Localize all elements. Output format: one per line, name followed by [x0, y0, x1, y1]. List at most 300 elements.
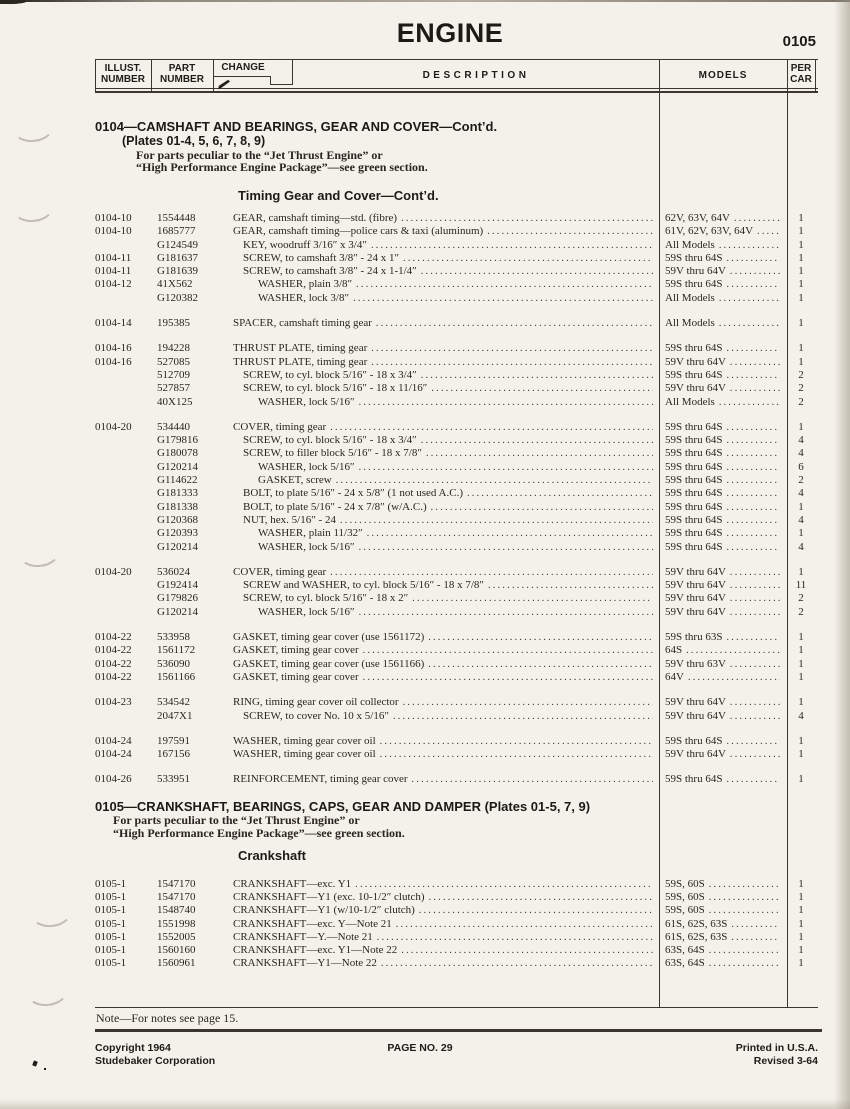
part-description: [233, 710, 660, 723]
models-text: All Models: [665, 317, 715, 330]
illust-number: [95, 369, 157, 382]
description-text: WASHER, plain 3/8″: [258, 278, 353, 291]
illust-number: 0105-1: [95, 877, 127, 890]
part-number: 1547170: [157, 890, 196, 903]
table-row: [95, 658, 815, 671]
part-number: 1551998: [157, 917, 196, 930]
illust-number: 0104-22: [95, 644, 132, 657]
models-cell: [660, 957, 787, 970]
part-number: 41X562: [157, 278, 193, 291]
description-text: SCREW, to cyl. block 5/16″ - 18 x 11/16″: [243, 382, 428, 395]
models-cell: [660, 658, 787, 671]
section-heading-block-0105: [95, 799, 815, 863]
column-header-line: ILLUST.: [104, 63, 142, 74]
illust-number: 0105-1: [95, 904, 127, 917]
leader-dots: [719, 396, 780, 409]
leader-dots: [363, 671, 653, 684]
models-cell: [660, 474, 787, 487]
section-note-line: “High Performance Engine Package”—see green section.: [136, 160, 428, 174]
description-text: GASKET, timing gear cover (use 1561172): [233, 631, 425, 644]
table-row: [95, 265, 815, 278]
leader-dots: [757, 225, 780, 238]
leader-dots: [487, 225, 653, 238]
leader-dots: [367, 527, 653, 540]
per-car-qty: 6: [798, 460, 804, 473]
per-car-qty: 1: [798, 748, 804, 761]
part-description: [233, 944, 660, 957]
table-row: [95, 527, 815, 540]
illust-number: 0104-22: [95, 657, 132, 670]
models-text: 59V thru 64V: [665, 592, 726, 605]
description-text: GASKET, timing gear cover (use 1561166): [233, 657, 425, 670]
leader-dots: [393, 710, 653, 723]
table-row: [95, 421, 815, 434]
part-description: [233, 904, 660, 917]
models-cell: [660, 382, 787, 395]
illust-number: 0104-10: [95, 225, 132, 238]
section-heading-0104: 0104—CAMSHAFT AND BEARINGS, GEAR AND COVER—Cont’d.: [95, 119, 498, 134]
leader-dots: [726, 421, 780, 434]
column-header-description: DESCRIPTION: [422, 70, 530, 81]
parts-groups-0104: [95, 212, 815, 787]
table-row: [95, 710, 815, 723]
illust-number: [95, 579, 157, 592]
illust-number: 0104-12: [95, 278, 132, 291]
part-description: [233, 461, 660, 474]
leader-dots: [726, 631, 780, 644]
leader-dots: [330, 421, 653, 434]
models-text: 59S thru 64S: [665, 434, 723, 447]
part-description: [233, 501, 660, 514]
per-car-qty: 2: [798, 605, 804, 618]
leader-dots: [726, 252, 780, 265]
per-car-qty: 2: [798, 382, 804, 395]
part-number: 40X125: [157, 395, 193, 408]
footer-printed-revised: [640, 1042, 818, 1067]
part-number: G192414: [157, 579, 198, 592]
part-description: [233, 606, 660, 619]
header-double-rule-upper: [95, 88, 818, 89]
footer-copyright-line2: Studebaker Corporation: [95, 1054, 216, 1067]
change-box-step: [270, 76, 271, 84]
per-car-qty: 1: [798, 734, 804, 747]
part-description: [233, 696, 660, 709]
table-row: [95, 957, 815, 970]
table-row: [95, 342, 815, 355]
models-cell: [660, 748, 787, 761]
part-description: [233, 592, 660, 605]
part-number: G120214: [157, 605, 198, 618]
page-code: 0105: [782, 33, 816, 50]
table-row: [95, 487, 815, 500]
models-cell: [660, 447, 787, 460]
footer-heavy-rule: [95, 1029, 822, 1032]
models-cell: [660, 931, 787, 944]
leader-dots: [726, 514, 780, 527]
punch-hole-shadow: [25, 974, 70, 1008]
part-number: 534440: [157, 420, 190, 433]
illust-number: [95, 447, 157, 460]
leader-dots: [730, 606, 780, 619]
description-text: SCREW, to filler block 5/16″ - 18 x 7/8″: [243, 447, 422, 460]
leader-dots: [403, 252, 653, 265]
illust-number: 0104-22: [95, 670, 132, 683]
models-text: 59V thru 64V: [665, 605, 726, 618]
table-row: [95, 541, 815, 554]
leader-dots: [488, 579, 653, 592]
column-header-line: PER: [790, 63, 812, 74]
models-text: 59S thru 64S: [665, 368, 723, 381]
page-title: ENGINE: [396, 18, 504, 48]
part-number: 527085: [157, 355, 190, 368]
punch-hole-shadow: [11, 190, 56, 224]
description-text: BOLT, to plate 5/16″ - 24 x 5/8″ (1 not used A.C.): [243, 487, 463, 500]
description-text: WASHER, lock 5/16″: [258, 540, 355, 553]
leader-dots: [353, 292, 653, 305]
parts-group: [95, 566, 815, 619]
models-text: 59V thru 64V: [665, 579, 726, 592]
models-text: 59S thru 64S: [665, 460, 723, 473]
description-text: WASHER, timing gear cover oil: [233, 734, 376, 747]
parts-group: [95, 212, 815, 305]
description-text: SCREW and WASHER, to cyl. block 5/16″ - 18 x 7/8″: [243, 579, 484, 592]
parts-group: [95, 631, 815, 684]
table-row: [95, 461, 815, 474]
leader-dots: [709, 904, 780, 917]
part-number: 534542: [157, 696, 190, 709]
leader-dots: [730, 265, 780, 278]
models-cell: [660, 461, 787, 474]
part-number: 1560160: [157, 944, 196, 957]
part-description: [233, 931, 660, 944]
table-row: [95, 396, 815, 409]
group-title-crankshaft: Crankshaft: [238, 847, 306, 863]
models-text: 59S thru 64S: [665, 447, 723, 460]
illust-number: [95, 434, 157, 447]
description-text: WASHER, lock 5/16″: [258, 605, 355, 618]
part-number: 1561166: [157, 670, 196, 683]
leader-dots: [421, 434, 653, 447]
per-car-qty: 4: [798, 447, 804, 460]
table-row: [95, 317, 815, 330]
description-text: CRANKSHAFT—Y.—Note 21: [233, 930, 373, 943]
leader-dots: [412, 592, 653, 605]
leader-dots: [726, 342, 780, 355]
models-text: 59S, 60S: [665, 890, 705, 903]
per-car-qty: 2: [798, 474, 804, 487]
table-row: [95, 382, 815, 395]
illust-number: 0104-22: [95, 631, 132, 644]
table-row: [95, 944, 815, 957]
leader-dots: [726, 278, 780, 291]
part-description: [233, 239, 660, 252]
part-number: 536024: [157, 565, 190, 578]
column-header-illust-number: [95, 63, 151, 85]
illust-number: 0104-23: [95, 696, 132, 709]
leader-dots: [726, 773, 780, 786]
models-text: All Models: [665, 238, 715, 251]
part-number: G120214: [157, 460, 198, 473]
column-header-per-car: [787, 63, 815, 85]
leader-dots: [401, 944, 653, 957]
table-body: [95, 212, 815, 983]
part-description: [233, 382, 660, 395]
leader-dots: [429, 891, 653, 904]
table-row: [95, 606, 815, 619]
part-description: [233, 369, 660, 382]
table-row: [95, 904, 815, 917]
leader-dots: [688, 671, 780, 684]
models-cell: [660, 278, 787, 291]
leader-dots: [730, 382, 780, 395]
table-row: [95, 474, 815, 487]
scan-corner-mark: [0, 0, 26, 4]
table-row: [95, 592, 815, 605]
models-text: 59S thru 64S: [665, 734, 723, 747]
part-description: [233, 631, 660, 644]
description-text: WASHER, lock 3/8″: [258, 291, 350, 304]
per-car-qty: 11: [795, 579, 807, 592]
models-text: 59S thru 64S: [665, 513, 723, 526]
leader-dots: [730, 658, 780, 671]
models-cell: [660, 356, 787, 369]
part-number: G124549: [157, 238, 198, 251]
models-text: 59V thru 64V: [665, 265, 726, 278]
part-number: G179816: [157, 434, 198, 447]
leader-dots: [380, 748, 653, 761]
part-description: [233, 487, 660, 500]
per-car-qty: 1: [798, 527, 804, 540]
per-car-qty: 2: [798, 368, 804, 381]
part-number: G181333: [157, 487, 198, 500]
part-description: [233, 918, 660, 931]
illust-number: 0104-20: [95, 420, 132, 433]
leader-dots: [730, 356, 780, 369]
leader-dots: [355, 878, 653, 891]
table-row: [95, 918, 815, 931]
illust-number: [95, 461, 157, 474]
models-cell: [660, 631, 787, 644]
models-cell: [660, 342, 787, 355]
table-row: [95, 434, 815, 447]
per-car-qty: 1: [798, 657, 804, 670]
parts-group: [95, 696, 815, 723]
leader-dots: [426, 447, 653, 460]
part-description: [233, 579, 660, 592]
per-car-qty: 1: [798, 877, 804, 890]
table-row: [95, 514, 815, 527]
part-description: [233, 225, 660, 238]
footer-copyright: [95, 1042, 215, 1067]
illust-number: 0104-26: [95, 773, 132, 786]
part-number: 2047X1: [157, 709, 193, 722]
description-text: SCREW, to cyl. block 5/16″ - 18 x 3/4″: [243, 368, 417, 381]
footer-page-number: PAGE NO. 29: [387, 1042, 453, 1054]
models-cell: [660, 265, 787, 278]
illust-number: [95, 487, 157, 500]
models-text: 59V thru 64V: [665, 565, 726, 578]
per-car-qty: 1: [798, 212, 804, 224]
illust-number: 0104-11: [95, 265, 132, 278]
column-header-line: CAR: [790, 74, 812, 85]
part-description: [233, 514, 660, 527]
part-description: [233, 644, 660, 657]
per-car-qty: 2: [798, 395, 804, 408]
description-text: SCREW, to camshaft 3/8″ - 24 x 1-1/4″: [243, 265, 417, 278]
illust-number: 0105-1: [95, 930, 127, 943]
models-cell: [660, 239, 787, 252]
section-plates-0104: (Plates 01-4, 5, 6, 7, 8, 9): [122, 134, 266, 148]
models-cell: [660, 566, 787, 579]
leader-dots: [467, 487, 653, 500]
models-text: 59V thru 63V: [665, 657, 726, 670]
change-box-underline: [213, 76, 271, 77]
per-car-qty: 1: [798, 644, 804, 657]
illust-number: 0104-14: [95, 317, 132, 330]
part-description: [233, 342, 660, 355]
part-number: 194228: [157, 342, 190, 355]
per-car-qty: 1: [798, 904, 804, 917]
part-description: [233, 212, 660, 225]
table-row: [95, 278, 815, 291]
per-car-qty: 4: [798, 487, 804, 500]
table-row: [95, 212, 815, 225]
per-car-qty: 1: [798, 944, 804, 957]
table-row: [95, 579, 815, 592]
models-text: 59V thru 64V: [665, 355, 726, 368]
models-cell: [660, 773, 787, 786]
illust-number: 0105-1: [95, 957, 127, 970]
part-number: 1685777: [157, 225, 196, 238]
description-text: REINFORCEMENT, timing gear cover: [233, 773, 408, 786]
leader-dots: [396, 918, 653, 931]
table-row: [95, 671, 815, 684]
description-text: NUT, hex. 5/16″ - 24: [243, 513, 336, 526]
bottom-note: Note—For notes see page 15.: [96, 1011, 239, 1025]
table-row: [95, 239, 815, 252]
part-description: [233, 447, 660, 460]
per-car-qty: 1: [798, 291, 804, 304]
leader-dots: [371, 342, 653, 355]
leader-dots: [731, 918, 780, 931]
models-text: All Models: [665, 395, 715, 408]
punch-hole-shadow: [29, 895, 74, 929]
per-car-qty: 1: [798, 930, 804, 943]
per-car-qty: 1: [798, 565, 804, 578]
per-car-qty: 1: [798, 773, 804, 786]
models-cell: [660, 878, 787, 891]
per-car-qty: 1: [798, 355, 804, 368]
description-text: COVER, timing gear: [233, 420, 327, 433]
column-header-line: NUMBER: [101, 74, 145, 85]
leader-dots: [730, 592, 780, 605]
per-car-qty: 1: [798, 696, 804, 709]
models-cell: [660, 369, 787, 382]
models-cell: [660, 501, 787, 514]
part-number: 1554448: [157, 212, 196, 224]
parts-group: [95, 421, 815, 554]
part-number: 197591: [157, 734, 190, 747]
per-car-qty: 1: [798, 917, 804, 930]
part-number: 1560961: [157, 957, 196, 970]
description-text: GEAR, camshaft timing—std. (fibre): [233, 212, 398, 224]
per-car-qty: 1: [798, 238, 804, 251]
leader-dots: [726, 369, 780, 382]
leader-dots: [726, 527, 780, 540]
ink-speck: [32, 1060, 38, 1066]
part-number: G120368: [157, 513, 198, 526]
part-description: [233, 527, 660, 540]
models-text: 59S thru 64S: [665, 527, 723, 540]
table-row: [95, 891, 815, 904]
part-description: [233, 265, 660, 278]
table-row: [95, 696, 815, 709]
leader-dots: [431, 501, 653, 514]
parts-group: [95, 342, 815, 408]
models-text: 59S, 60S: [665, 904, 705, 917]
table-row: [95, 644, 815, 657]
models-cell: [660, 317, 787, 330]
description-text: SCREW, to cover No. 10 x 5/16″: [243, 709, 389, 722]
table-row: [95, 292, 815, 305]
description-text: CRANKSHAFT—Y1 (exc. 10-1/2″ clutch): [233, 890, 425, 903]
leader-dots: [730, 579, 780, 592]
leader-dots: [731, 931, 780, 944]
models-cell: [660, 292, 787, 305]
models-cell: [660, 644, 787, 657]
footer-copyright-line1: Copyright 1964: [95, 1042, 171, 1054]
models-text: All Models: [665, 291, 715, 304]
description-text: WASHER, lock 5/16″: [258, 460, 355, 473]
part-description: [233, 252, 660, 265]
table-row: [95, 878, 815, 891]
leader-dots: [421, 369, 653, 382]
description-text: SCREW, to cyl. block 5/16″ - 18 x 2″: [243, 592, 409, 605]
leader-dots: [401, 212, 653, 225]
models-cell: [660, 696, 787, 709]
illust-number: 0105-1: [95, 944, 127, 957]
description-text: WASHER, lock 5/16″: [258, 395, 355, 408]
part-description: [233, 356, 660, 369]
leader-dots: [726, 461, 780, 474]
models-cell: [660, 671, 787, 684]
per-car-qty: 1: [798, 225, 804, 238]
models-cell: [660, 541, 787, 554]
leader-dots: [428, 631, 653, 644]
description-text: SCREW, to camshaft 3/8″ - 24 x 1″: [243, 251, 400, 264]
section-note-line: For parts peculiar to the “Jet Thrust Engine” or: [136, 148, 383, 162]
part-description: [233, 474, 660, 487]
models-cell: [660, 396, 787, 409]
models-text: 59V thru 64V: [665, 382, 726, 395]
models-cell: [660, 710, 787, 723]
leader-dots: [719, 317, 780, 330]
footer-printed: Printed in U.S.A.: [735, 1042, 818, 1054]
illust-number: 0104-10: [95, 212, 132, 224]
models-cell: [660, 606, 787, 619]
per-car-qty: 4: [798, 513, 804, 526]
section-note-line: “High Performance Engine Package”—see green section.: [113, 826, 405, 841]
models-text: 59S thru 64S: [665, 251, 723, 264]
models-text: 61S, 62S, 63S: [665, 917, 728, 930]
leader-dots: [377, 931, 653, 944]
models-cell: [660, 487, 787, 500]
part-description: [233, 878, 660, 891]
header-divider-part-change: [213, 59, 214, 91]
leader-dots: [376, 317, 653, 330]
models-cell: [660, 527, 787, 540]
leader-dots: [719, 292, 780, 305]
